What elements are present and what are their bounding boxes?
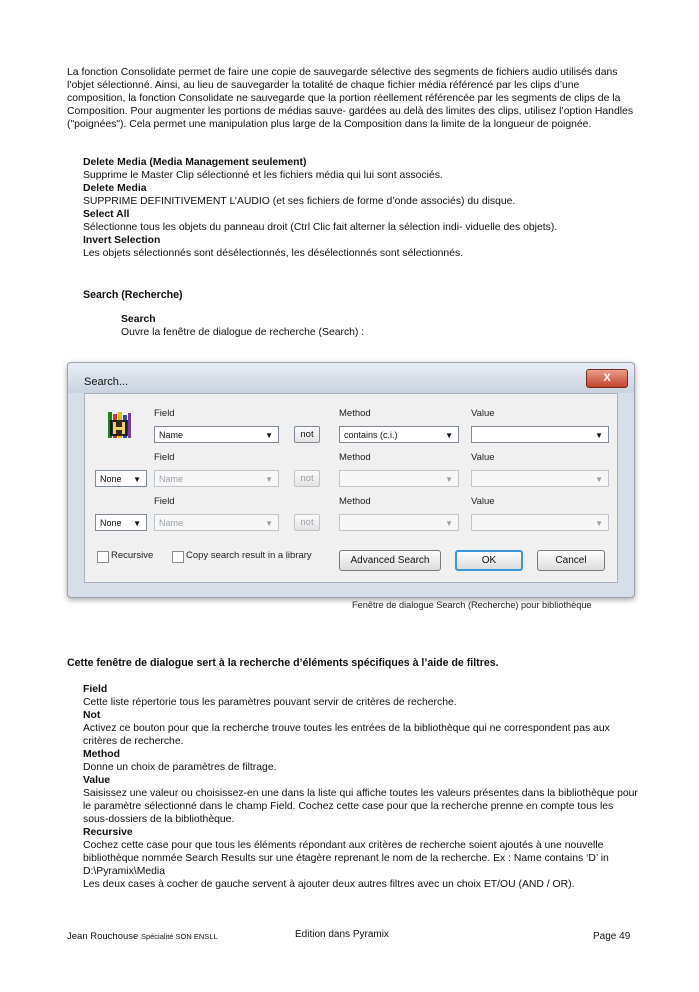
footer-center: Edition dans Pyramix — [295, 929, 389, 940]
dialog-panel — [84, 393, 618, 583]
operator-select-3-value: None — [100, 518, 122, 528]
not-button-2[interactable]: not — [294, 470, 320, 487]
copy-result-checkbox[interactable] — [172, 551, 184, 563]
desc-recursive: Cochez cette case pour que tous les éléments répondant aux critères de recherche soient ajoutés à une nouvelle bibliothèque nommée Search Results sur une étagère reprenant le nom de la recherche. Ex : Name contains ‘D’ in D:\Pyramix\Media — [83, 840, 609, 877]
value-label-3: Value — [471, 496, 495, 507]
desc-delete-media: SUPPRIME DEFINITIVEMENT L’AUDIO (et ses fichiers de forme d’onde associés) du disque. — [83, 196, 516, 207]
desc-field: Cette liste répertorie tous les paramètres pouvant servir de critères de recherche. — [83, 697, 457, 708]
chevron-down-icon: ▼ — [595, 431, 603, 440]
field-select-2[interactable] — [154, 470, 279, 487]
recursive-checkbox[interactable] — [97, 551, 109, 563]
method-label-3: Method — [339, 496, 371, 507]
desc-value: Saisissez une valeur ou choisissez-en une dans la liste qui affiche toutes les valeurs présentes dans la bibliothèque pour le paramètre sélectionné dans le champ Field. Cochez cette case pour que la recherche prenne en compte tous les sous-dossiers de la bibliothèque. — [83, 788, 638, 825]
method-select-1-value: contains (c.i.) — [344, 430, 398, 440]
footer-author-sub: Spécialité SON ENSLL — [140, 932, 218, 941]
dialog-definitions — [83, 683, 638, 891]
search-dialog-screenshot — [67, 362, 635, 598]
figure-caption: Fenêtre de dialogue Search (Recherche) pour bibliothèque — [352, 600, 592, 610]
search-definition — [121, 313, 364, 339]
desc-search: Ouvre la fenêtre de dialogue de recherche (Search) : — [121, 327, 365, 338]
dialog-titlebar — [68, 363, 634, 393]
media-definitions — [83, 156, 638, 260]
term-method: Method — [83, 749, 120, 760]
field-select-2-value: Name — [159, 474, 184, 484]
search-section-title: Search (Recherche) — [83, 289, 183, 301]
term-invert-selection: Invert Selection — [83, 235, 161, 246]
advanced-search-button[interactable]: Advanced Search — [339, 550, 441, 571]
chevron-down-icon: ▼ — [133, 519, 141, 528]
recursive-label: Recursive — [111, 550, 154, 561]
chevron-down-icon: ▼ — [445, 519, 453, 528]
field-select-3[interactable] — [154, 514, 279, 531]
chevron-down-icon: ▼ — [265, 475, 273, 484]
method-select-2[interactable] — [339, 470, 459, 487]
value-select-1[interactable] — [471, 426, 609, 443]
chevron-down-icon: ▼ — [595, 519, 603, 528]
chevron-down-icon: ▼ — [595, 475, 603, 484]
field-select-3-value: Name — [159, 518, 184, 528]
section2-title: Cette fenêtre de dialogue sert à la recherche d’éléments spécifiques à l’aide de filtres. — [67, 657, 499, 669]
value-label-2: Value — [471, 452, 495, 463]
term-recursive: Recursive — [83, 827, 133, 838]
cancel-button[interactable]: Cancel — [537, 550, 605, 571]
value-select-2[interactable] — [471, 470, 609, 487]
term-field: Field — [83, 684, 108, 695]
not-button-1[interactable]: not — [294, 426, 320, 443]
close-button[interactable]: X — [586, 369, 628, 388]
footer-author — [67, 931, 218, 942]
desc-invert-selection: Les objets sélectionnés sont désélectionnés, les désélectionnés sont sélectionnés. — [83, 248, 464, 259]
dialog-title: Search... — [84, 376, 129, 388]
page-number: Page 49 — [593, 931, 631, 942]
desc-select-all: Sélectionne tous les objets du panneau droit (Ctrl Clic fait alterner la sélection indi- viduelle des objets). — [83, 222, 558, 233]
copy-result-label: Copy search result in a library — [186, 550, 312, 561]
chevron-down-icon: ▼ — [445, 475, 453, 484]
term-value: Value — [83, 775, 111, 786]
term-delete-media: Delete Media — [83, 183, 147, 194]
not-button-3[interactable]: not — [294, 514, 320, 531]
chevron-down-icon: ▼ — [133, 475, 141, 484]
chevron-down-icon: ▼ — [265, 431, 273, 440]
field-select-1[interactable] — [154, 426, 279, 443]
ok-button[interactable]: OK — [455, 550, 523, 571]
library-icon — [105, 410, 133, 440]
field-label-1: Field — [154, 408, 175, 419]
chevron-down-icon: ▼ — [265, 519, 273, 528]
field-select-1-value: Name — [159, 430, 184, 440]
footer-author-name: Jean Rouchouse — [67, 931, 139, 942]
method-select-1[interactable] — [339, 426, 459, 443]
term-delete-media-mm: Delete Media (Media Management seulement) — [83, 157, 307, 168]
method-label-1: Method — [339, 408, 371, 419]
term-search: Search — [121, 314, 156, 325]
desc-delete-media-mm: Supprime le Master Clip sélectionné et les fichiers média qui lui sont associés. — [83, 170, 443, 181]
field-label-3: Field — [154, 496, 175, 507]
operator-select-3[interactable] — [95, 514, 147, 531]
desc-method: Donne un choix de paramètres de filtrage. — [83, 762, 277, 773]
term-not: Not — [83, 710, 101, 721]
value-label-1: Value — [471, 408, 495, 419]
method-label-2: Method — [339, 452, 371, 463]
method-select-3[interactable] — [339, 514, 459, 531]
field-label-2: Field — [154, 452, 175, 463]
term-select-all: Select All — [83, 209, 130, 220]
intro-paragraph: La fonction Consolidate permet de faire une copie de sauvegarde sélective des segments de fichiers audio utilisés dans l’objet sélectionné. Ainsi, au lieu de sauvegarder la totalité de chaque fichier média référencé par les clips d’une composition, la fonction Consolidate ne sauvegarde que la portion réellement référencée par les segments de clips de la Composition. Pour augmenter les portions de médias sauve- gardées au delà des limites des clips, utilisez l’option Handles ("poignées"). Cela permet une manipulation plus large de la Composition dans la limite de la longueur de poignée. — [67, 67, 634, 130]
value-select-3[interactable] — [471, 514, 609, 531]
chevron-down-icon: ▼ — [445, 431, 453, 440]
operator-select-2-value: None — [100, 474, 122, 484]
final-paragraph: Les deux cases à cocher de gauche servent à ajouter deux autres filtres avec un choix ET/OU (AND / OR). — [83, 879, 575, 890]
operator-select-2[interactable] — [95, 470, 147, 487]
desc-not: Activez ce bouton pour que la recherche trouve toutes les entrées de la bibliothèque qui ne correspondent pas aux critères de recherche. — [83, 723, 610, 747]
